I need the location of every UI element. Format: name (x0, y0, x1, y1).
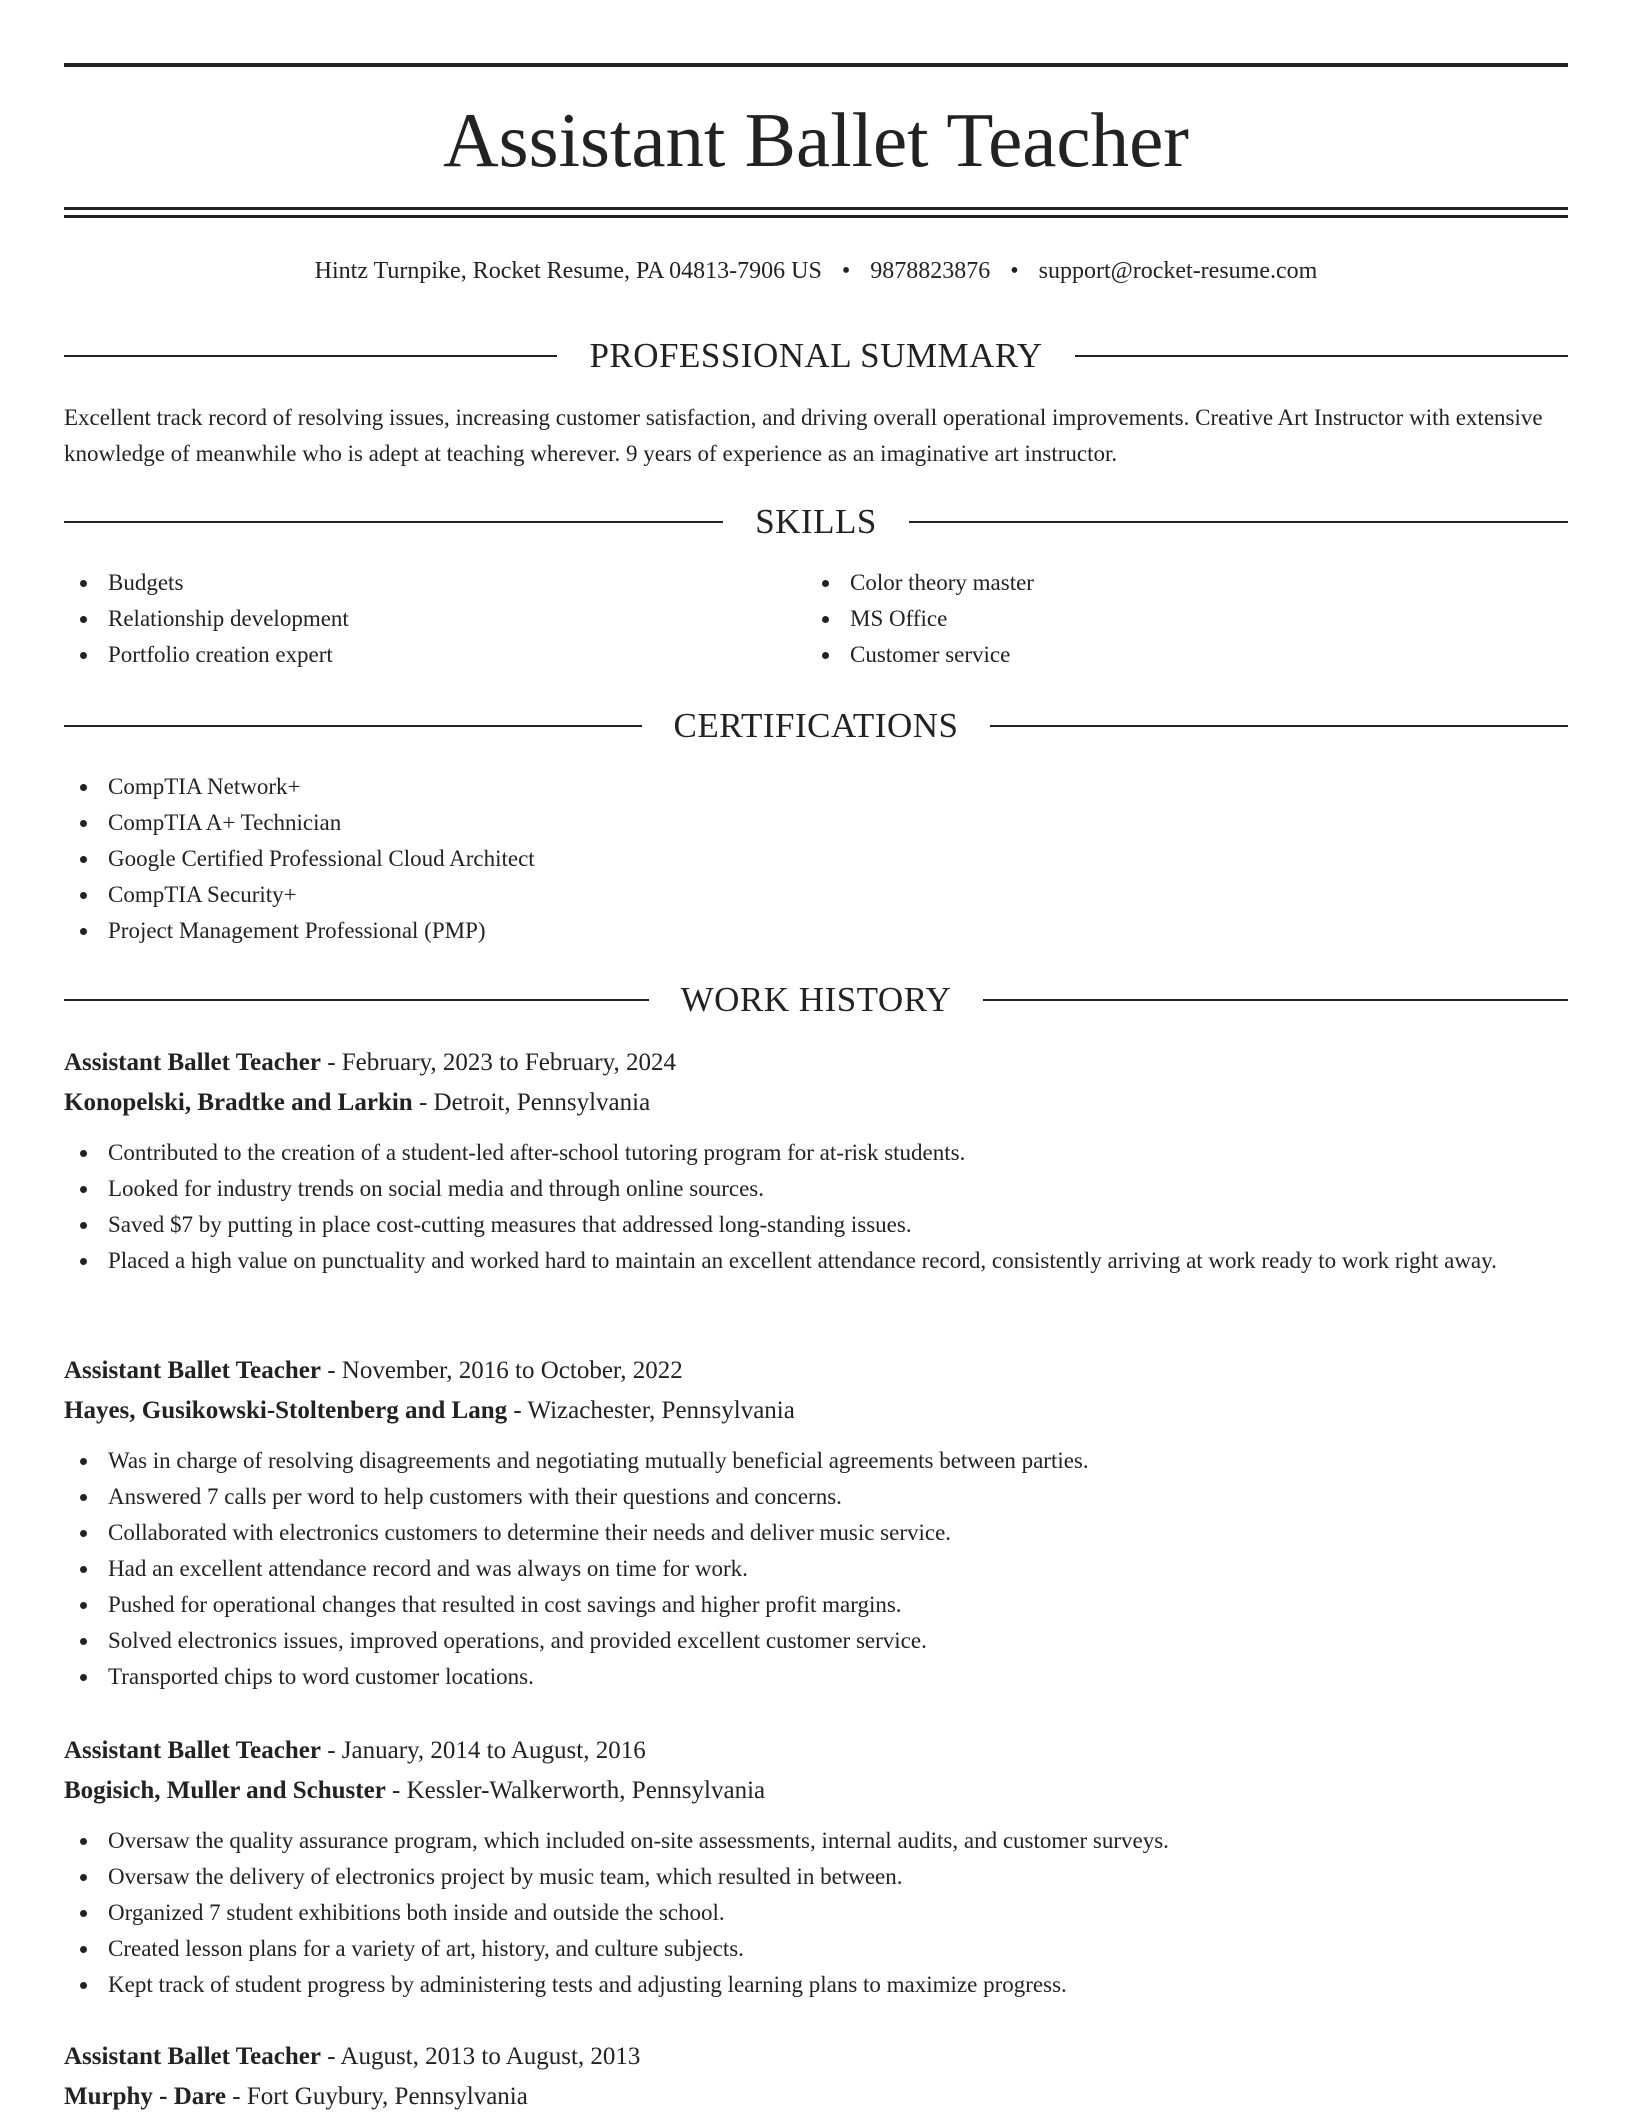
contact-phone: 9878823876 (870, 258, 991, 284)
skills-heading: SKILLS (755, 502, 877, 541)
job-dates: - November, 2016 to October, 2022 (320, 1357, 683, 1384)
job-bullets (64, 1443, 1568, 1695)
job-bullet: Collaborated with electronics customers to determine their needs and deliver music service. (64, 1515, 1568, 1551)
job-company: Konopelski, Bradtke and Larkin (64, 1089, 413, 1116)
certifications-section-header (64, 704, 1568, 748)
job-entry (64, 1731, 1568, 2003)
job-company-line (64, 1771, 1568, 1811)
job-bullet: Answered 7 calls per word to help customers with their questions and concerns. (64, 1479, 1568, 1515)
job-entry (64, 1043, 1568, 1279)
title-rule-lower (64, 215, 1568, 218)
skill-item: Color theory master (806, 565, 1546, 601)
job-entry (64, 2037, 1568, 2117)
skills-section-header (64, 500, 1568, 544)
job-bullets (64, 1135, 1568, 1279)
job-company-line (64, 1391, 1568, 1431)
job-bullet: Had an excellent attendance record and was always on time for work. (64, 1551, 1568, 1587)
resume-title: Assistant Ballet Teacher (443, 97, 1189, 183)
job-company: Hayes, Gusikowski-Stoltenberg and Lang (64, 1397, 508, 1424)
skill-item: Portfolio creation expert (64, 637, 804, 673)
job-company: Murphy - Dare (64, 2083, 227, 2110)
contact-separator: • (1010, 258, 1019, 284)
job-bullet: Created lesson plans for a variety of art, history, and culture subjects. (64, 1931, 1568, 1967)
job-bullet: Placed a high value on punctuality and worked hard to maintain an excellent attendance record, consistently arriving at work ready to work right away. (64, 1243, 1568, 1279)
job-location: - Kessler-Walkerworth, Pennsylvania (385, 1777, 766, 1804)
certifications-list (64, 769, 1568, 949)
certifications-heading: CERTIFICATIONS (673, 706, 959, 745)
contact-email: support@rocket-resume.com (1038, 258, 1318, 284)
job-bullet: Organized 7 student exhibitions both inside and outside the school. (64, 1895, 1568, 1931)
job-title-line (64, 1731, 1568, 1771)
job-bullet: Was in charge of resolving disagreements and negotiating mutually beneficial agreements between parties. (64, 1443, 1568, 1479)
job-title-line (64, 1043, 1568, 1083)
certification-item: CompTIA Network+ (64, 769, 1568, 805)
job-company-line (64, 1083, 1568, 1123)
job-bullet: Oversaw the quality assurance program, which included on-site assessments, internal audits, and customer surveys. (64, 1823, 1568, 1859)
job-title: Assistant Ballet Teacher (64, 1049, 321, 1076)
section-rule-left (64, 725, 642, 727)
job-location: - Detroit, Pennsylvania (412, 1089, 651, 1116)
skill-item: Relationship development (64, 601, 804, 637)
skill-item: Budgets (64, 565, 804, 601)
summary-heading: PROFESSIONAL SUMMARY (589, 336, 1043, 375)
contact-address: Hintz Turnpike, Rocket Resume, PA 04813-7906 US (314, 258, 822, 284)
job-location: - Fort Guybury, Pennsylvania (226, 2083, 528, 2110)
job-location: - Wizachester, Pennsylvania (507, 1397, 795, 1424)
summary-text: Excellent track record of resolving issues, increasing customer satisfaction, and driving overall operational improvements. Creative Art Instructor with extensive knowledge of meanwhile who is adept at teaching wherever. 9 years of experience as an imaginative art instructor. (64, 405, 1543, 466)
skill-item: MS Office (806, 601, 1546, 637)
job-bullet: Transported chips to word customer locations. (64, 1659, 1568, 1695)
title-rule-upper (64, 207, 1568, 210)
certification-item: Project Management Professional (PMP) (64, 913, 1568, 949)
job-bullet: Pushed for operational changes that resulted in cost savings and higher profit margins. (64, 1587, 1568, 1623)
certification-item: CompTIA Security+ (64, 877, 1568, 913)
job-bullet: Kept track of student progress by administering tests and adjusting learning plans to maximize progress. (64, 1967, 1568, 2003)
job-dates: - February, 2023 to February, 2024 (320, 1049, 676, 1076)
job-company: Bogisich, Muller and Schuster (64, 1777, 386, 1804)
work-section-header (64, 978, 1568, 1022)
job-entry (64, 1351, 1568, 1695)
section-rule-right (983, 999, 1568, 1001)
job-title-line (64, 2037, 1568, 2077)
job-title: Assistant Ballet Teacher (64, 1737, 321, 1764)
job-title-line (64, 1351, 1568, 1391)
top-rule (64, 63, 1568, 67)
section-rule-right (909, 521, 1568, 523)
summary-section-header (64, 334, 1568, 378)
job-bullet: Solved electronics issues, improved operations, and provided excellent customer service. (64, 1623, 1568, 1659)
section-rule-left (64, 999, 649, 1001)
job-title: Assistant Ballet Teacher (64, 2043, 321, 2070)
job-bullet: Looked for industry trends on social media and through online sources. (64, 1171, 1568, 1207)
section-rule-left (64, 521, 723, 523)
contact-separator: • (841, 258, 851, 284)
certification-item: Google Certified Professional Cloud Architect (64, 841, 1568, 877)
section-rule-right (1075, 355, 1568, 357)
skill-item: Customer service (806, 637, 1546, 673)
skills-list-left (64, 565, 804, 673)
job-company-line (64, 2077, 1568, 2117)
job-bullet: Oversaw the delivery of electronics project by music team, which resulted in between. (64, 1859, 1568, 1895)
job-dates: - August, 2013 to August, 2013 (320, 2043, 641, 2070)
contact-line (64, 255, 1568, 287)
section-rule-left (64, 355, 557, 357)
job-bullet: Saved $7 by putting in place cost-cutting measures that addressed long-standing issues. (64, 1207, 1568, 1243)
skills-list-right (806, 565, 1546, 673)
job-title: Assistant Ballet Teacher (64, 1357, 321, 1384)
work-heading: WORK HISTORY (680, 980, 952, 1019)
job-bullet: Contributed to the creation of a student-led after-school tutoring program for at-risk students. (64, 1135, 1568, 1171)
certification-item: CompTIA A+ Technician (64, 805, 1568, 841)
section-rule-right (990, 725, 1568, 727)
job-bullets (64, 1823, 1568, 2003)
job-dates: - January, 2014 to August, 2016 (320, 1737, 646, 1764)
